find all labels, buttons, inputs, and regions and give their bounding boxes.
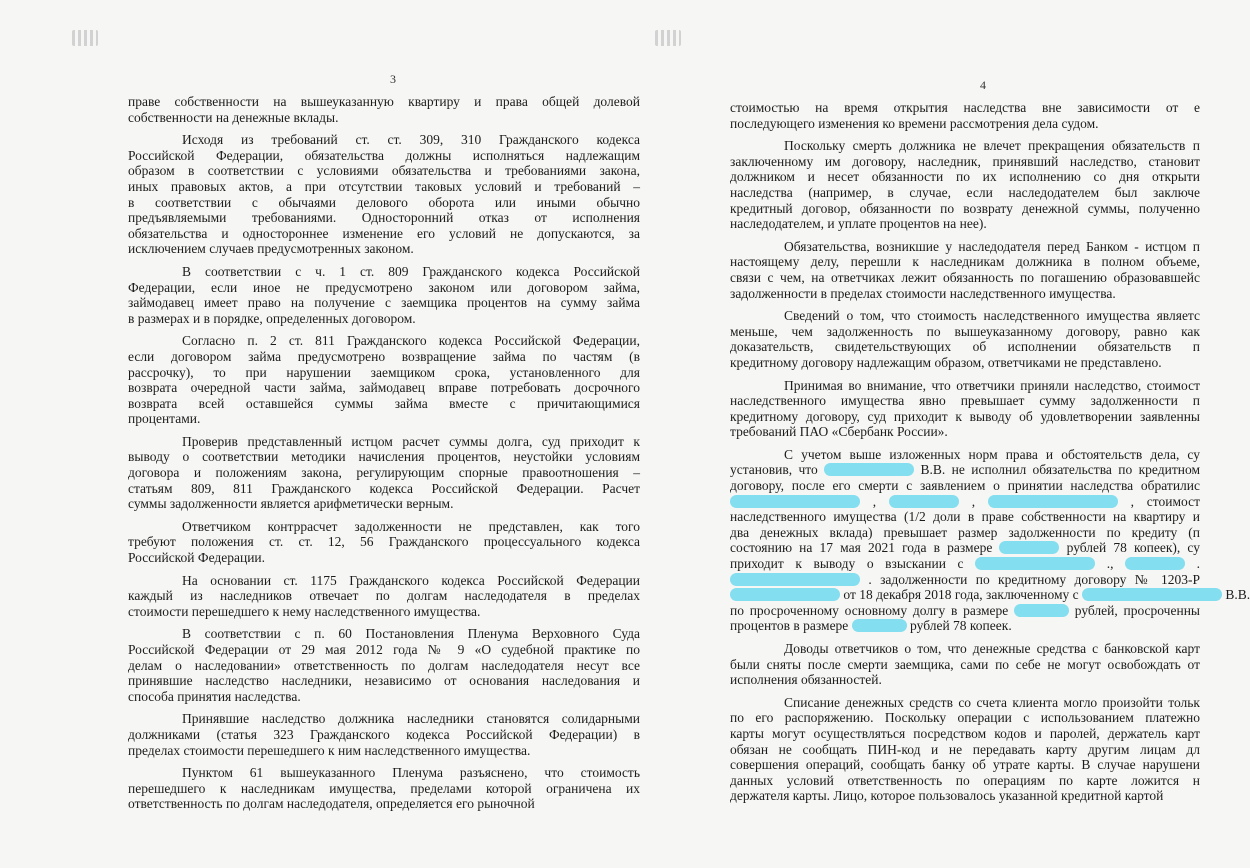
text-line: установив, что В.В. не исполнил обязательства по кредитном <box>730 462 1200 478</box>
page-text <box>730 100 1250 804</box>
text-line: наследственного имущества (1/2 доли в праве собственности на квартиру и <box>730 509 1200 525</box>
text-line: стоимостью на время открытия наследства вне зависимости от е <box>730 100 1200 115</box>
text-line: займодавец имеет право на получение с заемщика процентов на сумму займа <box>128 295 640 311</box>
text-line: Доводы ответчиков о том, что денежные средства с банковской карт <box>784 641 1200 656</box>
text-line: Федерации, если иное не предусмотрено законом или договором займа, <box>128 279 640 295</box>
text-line: если договором займа предусмотрено возвращение займа по частям (в <box>128 348 640 364</box>
text-line: Принявшие наследство должника наследники становятся солидарными <box>182 711 640 727</box>
redaction-mark <box>1014 604 1069 617</box>
text-line: были сняты после смерти заемщика, сами по себе не могут освобождать от <box>730 656 1200 672</box>
text-line: приходит к выводу о взыскании с ., . <box>730 556 1201 572</box>
text-line: Списание денежных средств со счета клиента могло произойти тольк <box>784 694 1200 710</box>
text-line: Российской Федерации. <box>128 550 266 566</box>
text-line: меньше, чем задолженность по вышеуказанному договору, равно как <box>730 323 1200 339</box>
text-line: каждый из наследников отвечает по долгам наследодателя в пределах <box>128 588 640 604</box>
text-line: задолженности в пределах стоимости наследственного имущества. <box>730 285 1116 301</box>
text-line: последующего изменения ко времени рассмотрения дела судом. <box>730 115 1099 131</box>
text-line: требований ПАО «Сбербанк России». <box>730 424 948 440</box>
text-line: В соответствии с п. 60 Постановления Пленума Верховного Суда <box>182 626 640 642</box>
scan-artifact-left <box>72 30 98 46</box>
text-line: иных правовых актов, а при отсутствии таковых условий и требований – <box>128 178 640 194</box>
text-line: карты могут осуществляться посредством кодов и паролей, держатель карт <box>730 725 1200 741</box>
text-line: Согласно п. 2 ст. 811 Гражданского кодекса Российской Федерации, <box>182 333 640 349</box>
document-page-left <box>128 72 640 862</box>
text-line: договора и положениям закона, регулирующим спорные правоотношения – <box>128 465 640 481</box>
text-line: Поскольку смерть должника не влечет прекращения обязательств п <box>784 138 1200 154</box>
text-line: от 18 декабря 2018 года, заключенному с В.В. <box>730 587 1200 603</box>
redaction-mark <box>999 541 1059 554</box>
text-line: процентами. <box>128 411 201 427</box>
text-line: суммы задолженности является арифметически верным. <box>128 496 454 512</box>
text-line: в размерах и в порядке, определенных договором. <box>128 310 416 326</box>
text-line: ответственность по долгам наследодателя, определяется его рыночной <box>128 796 535 812</box>
redaction-mark <box>889 495 959 508</box>
text-line: Пунктом 61 вышеуказанного Пленума разъяснено, что стоимость <box>182 765 640 781</box>
text-line: наследства (например, в случае, если наследодателем был заключе <box>730 184 1200 200</box>
text-line: выводу о соответствии методики начисления процентов, неустойки условиям <box>128 449 640 465</box>
text-line: доказательств, свидетельствующих об исполнении обязательств п <box>730 339 1200 355</box>
scan-artifact-center <box>655 30 681 46</box>
text-line: Принимая во внимание, что ответчики приняли наследство, стоимост <box>784 377 1200 393</box>
text-line: обязан не сообщать ПИН-код и не передавать карту другим лицам дл <box>730 741 1200 757</box>
text-line: наследственного имущества явно превышает сумму задолженности п <box>730 393 1200 409</box>
text-line: делам о наследовании» ответственность по долгам наследодателя несут все <box>128 657 640 673</box>
redaction-mark <box>1082 588 1222 601</box>
text-line: возврата всей оставшейся суммы займа вместе с причитающимися <box>128 395 640 411</box>
redaction-mark <box>852 619 907 632</box>
text-line: обязательства и одностороннее изменение его условий не допускаются, за <box>128 225 640 241</box>
text-line: в соответствии с обычаями делового оборота или иными обычно <box>128 194 640 210</box>
text-line: Российской Федерации от 29 мая 2012 года № 9 «О судебной практике по <box>128 642 640 657</box>
document-page-right <box>730 78 1250 868</box>
text-line: перешедшего к наследникам имущества, пределами которой ограничена их <box>128 780 640 796</box>
redaction-mark <box>730 573 860 586</box>
text-line: статьям 809, 811 Гражданского кодекса Российской Федерации. Расчет <box>128 480 640 496</box>
text-line: наследодателем, и уплате процентов на нее). <box>730 216 987 232</box>
text-line: процентов в размере рублей 78 копеек. <box>730 618 1012 634</box>
text-line: исполнения обязанностей. <box>730 672 882 688</box>
text-line: два денежных вклада) превышает размер задолженности по кредиту (п <box>730 524 1200 540</box>
text-line: по просроченному основному долгу в размере рублей, просроченны <box>730 602 1200 618</box>
text-line: кредитному договору, суд приходит к выводу об удовлетворении заявленны <box>730 408 1200 424</box>
text-line: образом в соответствии с условиями обязательства и требованиями закона, <box>128 163 640 179</box>
text-line: предъявляемыми требованиями. Односторонний отказ от исполнения <box>128 210 640 226</box>
text-line: , , , стоимост <box>730 494 1200 510</box>
text-line: связи с чем, на ответчиках лежит обязанность по погашению образовавшейс <box>730 269 1200 285</box>
page-number: 3 <box>390 72 396 86</box>
text-line: принявшие наследство наследники, независимо от основания наследования и <box>128 673 640 689</box>
text-line: по его распоряжению. Поскольку операции с использованием платежно <box>730 710 1200 726</box>
text-line: Проверив представленный истцом расчет суммы долга, суд приходит к <box>182 433 640 449</box>
text-line: держателя карты. Лицо, которое пользовалось указанной кредитной картой <box>730 788 1164 804</box>
text-line: кредитному договору надлежащим образом, ответчиками не представлено. <box>730 354 1162 370</box>
text-line: праве собственности на вышеуказанную квартиру и права общей долевой <box>128 94 640 109</box>
text-line: . задолженности по кредитному договору № 1203-Р <box>730 572 1200 588</box>
text-line: Российской Федерации, обязательства должны исполняться надлежащим <box>128 147 640 163</box>
text-line: данных условий ответственность по операциям по карте ложится н <box>730 772 1200 788</box>
text-line: Обязательства, возникшие у наследодателя перед Банком - истцом п <box>784 238 1200 254</box>
redaction-mark <box>824 463 914 476</box>
text-line: совершения операций, сообщать банку об утрате карты. В случае нарушени <box>730 757 1200 773</box>
text-line: исключением случаев предусмотренных законом. <box>128 241 414 257</box>
text-line: С учетом выше изложенных норм права и обстоятельств дела, су <box>784 446 1200 462</box>
text-line: стоимости перешедшего к нему наследственного имущества. <box>128 603 481 619</box>
page-number: 4 <box>980 78 986 92</box>
text-line: Исходя из требований ст. ст. 309, 310 Гражданского кодекса <box>182 132 640 148</box>
text-line: рассрочку), то при нарушении заемщиком срока, установленного для <box>128 364 640 380</box>
text-line: настоящему делу, перешли к наследникам должника в полном объеме, <box>730 254 1200 270</box>
text-line: кредитный договор, обязанности по возврату денежной суммы, полученно <box>730 200 1200 216</box>
text-line: требуют положения ст. ст. 12, 56 Гражданского процессуального кодекса <box>128 534 640 550</box>
text-line: собственности на денежные вклады. <box>128 109 339 125</box>
text-line: В соответствии с ч. 1 ст. 809 Гражданского кодекса Российской <box>182 263 640 279</box>
text-line: Ответчиком контррасчет задолженности не представлен, как того <box>182 518 640 534</box>
text-line: Сведений о том, что стоимость наследственного имущества являетс <box>784 308 1200 324</box>
text-line: должником и несет обязанности по их исполнению со дня открыти <box>730 169 1200 185</box>
text-line: пределах стоимости перешедшего к ним наследственного имущества. <box>128 742 531 758</box>
text-line: состоянию на 17 мая 2021 года в размере рублей 78 копеек), су <box>730 540 1200 556</box>
redaction-mark <box>1125 557 1185 570</box>
text-line: заключенному им договору, наследник, принявший наследство, становит <box>730 153 1200 169</box>
page-text <box>128 94 640 812</box>
text-line: способа принятия наследства. <box>128 688 301 704</box>
redaction-mark <box>730 495 860 508</box>
text-line: возврата очередной части займа, займодавец вправе потребовать досрочного <box>128 380 640 396</box>
text-line: На основании ст. 1175 Гражданского кодекса Российской Федерации <box>182 572 640 588</box>
redaction-mark <box>988 495 1118 508</box>
redaction-mark <box>730 588 840 601</box>
text-line: должниками (статья 323 Гражданского кодекса Российской Федерации) в <box>128 726 640 742</box>
text-line: договору, после его смерти с заявлением о принятии наследства обратилис <box>730 478 1200 494</box>
redaction-mark <box>975 557 1095 570</box>
